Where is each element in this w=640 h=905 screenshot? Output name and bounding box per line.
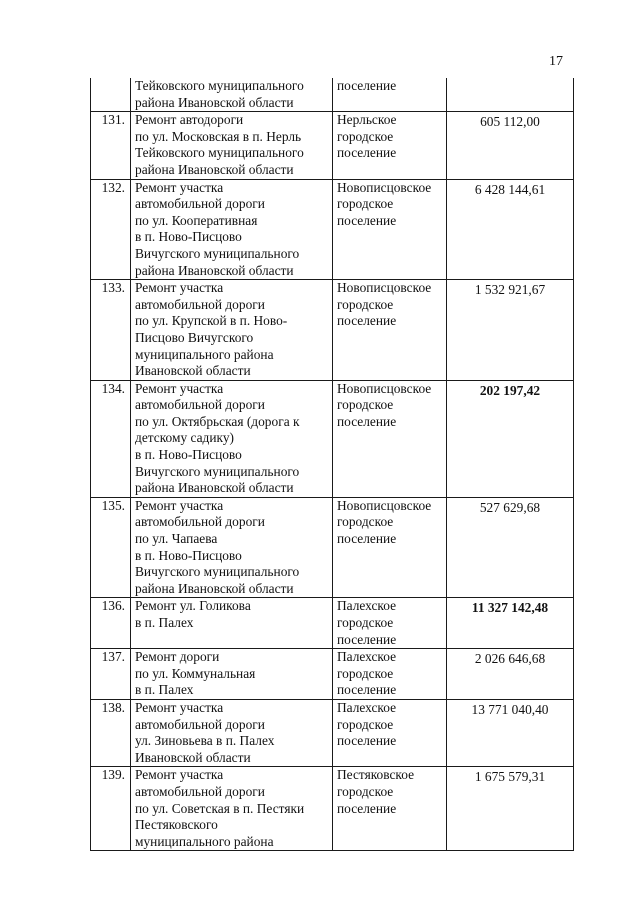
work-line: Ивановской области <box>135 749 251 765</box>
work-line: по ул. Октябрьская (дорога к <box>135 413 300 429</box>
amount-value: 11 327 142,48 <box>447 598 574 649</box>
settlement-line: Нерльское <box>337 112 397 128</box>
amount-value: 605 112,00 <box>447 112 574 179</box>
table-row <box>91 497 574 598</box>
table-body <box>91 78 574 851</box>
work-line: автомобильной дороги <box>135 296 265 312</box>
table-row <box>91 649 574 700</box>
settlement-line: городское <box>337 514 394 530</box>
work-cell <box>131 78 333 112</box>
work-line: в п. Палех <box>135 682 194 698</box>
settlement-line: Новописцовское <box>337 179 432 195</box>
amount-value: 1 532 921,67 <box>447 280 574 381</box>
settlement-line: городское <box>337 615 394 630</box>
settlement-line: поселение <box>337 413 397 429</box>
work-line: района Ивановской области <box>135 262 294 278</box>
work-line: Ремонт ул. Голикова <box>135 598 251 614</box>
settlement-line: поселение <box>337 531 397 547</box>
work-line: Вичугского муниципального <box>135 245 300 261</box>
roads-table <box>90 78 574 851</box>
settlement-cell <box>333 78 447 112</box>
work-line: автомобильной дороги <box>135 196 265 212</box>
work-line: ул. Зиновьева в п. Палех <box>135 733 275 749</box>
settlement-line: Новописцовское <box>337 497 432 513</box>
work-line: Ремонт участка <box>135 380 224 396</box>
settlement-line: Новописцовское <box>337 380 432 396</box>
settlement-name <box>333 767 447 851</box>
settlement-line: городское <box>337 397 394 413</box>
work-line: по ул. Чапаева <box>135 531 218 547</box>
work-line: Ремонт участка <box>135 280 224 296</box>
work-line: Писцово Вичугского <box>135 329 254 345</box>
row-number: 132. <box>91 179 131 280</box>
work-line: в п. Ново-Писцово <box>135 547 242 563</box>
work-description <box>131 112 333 179</box>
table-row <box>91 112 574 179</box>
amount-value: 6 428 144,61 <box>447 179 574 280</box>
settlement-line: городское <box>337 296 394 312</box>
work-line: Ремонт участка <box>135 497 224 513</box>
table-row <box>91 380 574 497</box>
settlement-name <box>333 699 447 766</box>
table-row <box>91 598 574 649</box>
work-line: Ивановской области <box>135 363 251 379</box>
settlement-line: поселение <box>337 145 397 161</box>
settlement-line: поселение <box>337 682 397 698</box>
num-cell <box>91 78 131 112</box>
settlement-line: поселение <box>337 800 397 816</box>
work-line: Пестяковского <box>135 817 218 833</box>
work-line: района Ивановской области <box>135 480 294 496</box>
row-number: 134. <box>91 380 131 497</box>
work-line: Ремонт автодороги <box>135 112 244 128</box>
work-description <box>131 179 333 280</box>
settlement-line: городское <box>337 783 394 799</box>
row-number: 137. <box>91 649 131 700</box>
work-line: района Ивановской области <box>135 94 294 110</box>
work-line: по ул. Крупской в п. Ново- <box>135 313 288 329</box>
work-line: Вичугского муниципального <box>135 564 300 580</box>
row-number: 133. <box>91 280 131 381</box>
work-description <box>131 598 333 649</box>
row-number: 138. <box>91 699 131 766</box>
work-description <box>131 497 333 598</box>
work-line: муниципального района <box>135 833 274 849</box>
work-line: Вичугского муниципального <box>135 463 300 479</box>
settlement-line: городское <box>337 716 394 732</box>
settlement-name <box>333 179 447 280</box>
table-row <box>91 179 574 280</box>
settlement-name <box>333 280 447 381</box>
settlement-name <box>333 497 447 598</box>
work-description <box>131 280 333 381</box>
table-row <box>91 280 574 381</box>
work-line: Ремонт участка <box>135 767 224 783</box>
work-line: Ремонт участка <box>135 179 224 195</box>
settlement-line: Палехское <box>337 649 397 665</box>
settlement-line: поселение <box>337 631 397 647</box>
settlement-line: городское <box>337 665 394 681</box>
work-description <box>131 767 333 851</box>
settlement-line: поселение <box>337 313 397 329</box>
work-line: Ремонт участка <box>135 699 224 715</box>
work-line: в п. Ново-Писцово <box>135 447 242 463</box>
settlement-line: Новописцовское <box>337 280 432 296</box>
work-line: в п. Ново-Писцово <box>135 229 242 245</box>
work-line: Тейковского муниципального <box>135 78 304 93</box>
work-description <box>131 649 333 700</box>
work-line: автомобильной дороги <box>135 514 265 530</box>
amount-value: 202 197,42 <box>447 380 574 497</box>
settlement-line: городское <box>337 196 394 212</box>
work-line: автомобильной дороги <box>135 783 265 799</box>
settlement-line: поселение <box>337 78 397 93</box>
work-line: района Ивановской области <box>135 580 294 596</box>
amount-value: 527 629,68 <box>447 497 574 598</box>
settlement-line: Палехское <box>337 598 397 614</box>
work-line: Ремонт дороги <box>135 649 220 665</box>
work-line: по ул. Московская в п. Нерль <box>135 128 302 144</box>
table-row <box>91 699 574 766</box>
amount-cell <box>447 78 574 112</box>
amount-value: 13 771 040,40 <box>447 699 574 766</box>
page-number: 17 <box>549 54 563 69</box>
settlement-line: поселение <box>337 733 397 749</box>
work-line: автомобильной дороги <box>135 716 265 732</box>
settlement-name <box>333 112 447 179</box>
work-description <box>131 699 333 766</box>
settlement-line: городское <box>337 128 394 144</box>
work-line: по ул. Советская в п. Пестяки <box>135 800 305 816</box>
row-number: 136. <box>91 598 131 649</box>
work-line: района Ивановской области <box>135 161 294 177</box>
settlement-name <box>333 649 447 700</box>
settlement-line: Пестяковское <box>337 767 415 783</box>
amount-value: 1 675 579,31 <box>447 767 574 851</box>
work-line: по ул. Кооперативная <box>135 212 258 228</box>
amount-value: 2 026 646,68 <box>447 649 574 700</box>
work-line: муниципального района <box>135 346 274 362</box>
settlement-name <box>333 380 447 497</box>
row-number: 131. <box>91 112 131 179</box>
work-line: детскому садику) <box>135 430 234 446</box>
settlement-line: Палехское <box>337 699 397 715</box>
row-number: 135. <box>91 497 131 598</box>
row-number: 139. <box>91 767 131 851</box>
settlement-name <box>333 598 447 649</box>
settlement-line: поселение <box>337 212 397 228</box>
work-line: автомобильной дороги <box>135 397 265 413</box>
work-description <box>131 380 333 497</box>
work-line: Тейковского муниципального <box>135 145 304 161</box>
table-row <box>91 767 574 851</box>
work-line: по ул. Коммунальная <box>135 665 256 681</box>
work-line: в п. Палех <box>135 615 194 630</box>
continuation-row <box>91 78 574 112</box>
